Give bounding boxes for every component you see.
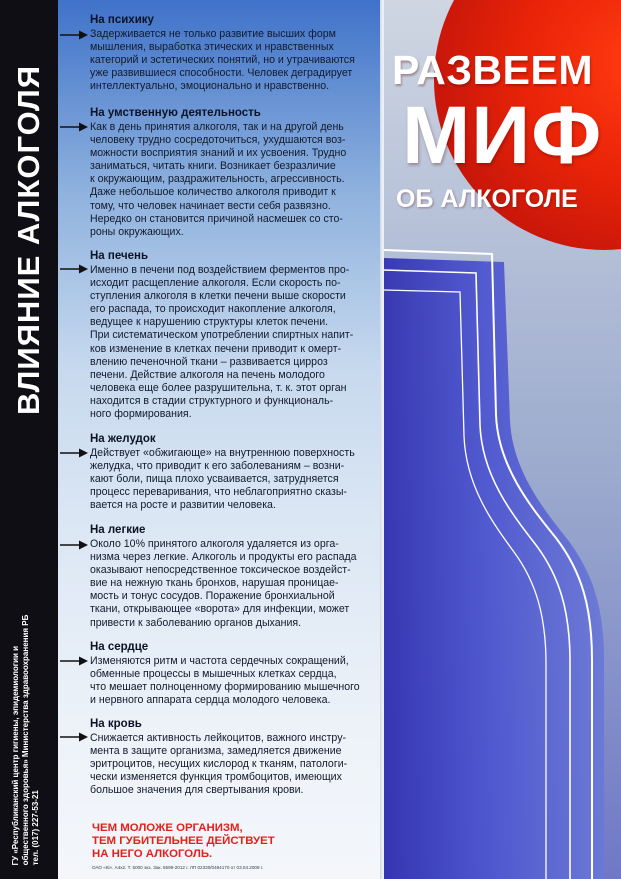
organization-info: [11, 615, 41, 866]
body-line: к окружающим, раздражительность, агрессивность.: [90, 173, 345, 186]
effect-section-liver: [90, 250, 382, 421]
body-line: Действует «обжигающе» на внутреннюю поверхность: [90, 447, 355, 459]
body-line: мость и тонус сосудов. Поражение бронхиальной: [90, 590, 335, 603]
section-body: [90, 28, 382, 93]
body-line: ков изменение в клетках печени приводит к омерт-: [90, 342, 342, 355]
section-title: На легкие: [90, 524, 146, 536]
body-line: его распада, то происходит накопление алкоголя,: [90, 303, 336, 316]
section-title: На печень: [90, 250, 149, 262]
body-line: При систематическом употреблении спиртных напит-: [90, 329, 354, 342]
section-body: [90, 538, 382, 630]
hero-title-line2: МИФ: [402, 90, 603, 181]
body-line: можности восприятия знаний и их усвоения. Трудно: [90, 147, 347, 160]
effect-section-mental-activity: [90, 107, 382, 239]
effect-section-lungs: [90, 524, 382, 630]
section-body: [90, 655, 382, 707]
body-line: Именно в печени под воздействием ферментов про-: [90, 264, 350, 276]
effect-section-stomach: [90, 433, 382, 512]
section-title: На умственную деятельность: [90, 107, 261, 119]
body-line: большое значения для свертывания крови.: [90, 784, 304, 797]
section-body: [90, 732, 382, 797]
organization-line: общественного здоровья» Министерства здравоохранения РБ: [21, 614, 30, 866]
body-line: категорий и эстетических понятий, но и утрачиваются: [90, 54, 355, 67]
body-line: Около 10% принятого алкоголя удаляется из орга-: [90, 538, 339, 550]
body-line: ткани, открывающее «ворота» для инфекции, может: [90, 603, 350, 616]
body-line: низма через легкие. Алкоголь и продукты его распада: [90, 551, 357, 564]
body-line: Нередко он становится причиной насмешек со сто-: [90, 212, 343, 225]
body-line: Как в день принятия алкоголя, так и на другой день: [90, 121, 344, 133]
body-line: тому, что человек начинает вести себя развязно.: [90, 199, 331, 212]
body-line: процесс переваривания, что неблагоприятно сказы-: [90, 486, 347, 499]
section-title: На сердце: [90, 641, 149, 653]
section-title: На желудок: [90, 433, 156, 445]
body-line: Снижается активность лейкоцитов, важного инстру-: [90, 732, 347, 744]
effects-list: [58, 0, 388, 879]
print-imprint: ОАО «Кі». А4х2. Т. 5000 экз. Зак. 5599-2012 г. ЛП 02330/0494170 от 03.04.2009 г.: [92, 865, 264, 870]
body-line: печени. Действие алкоголя на печень молодого: [90, 368, 325, 381]
body-line: Изменяются ритм и частота сердечных сокращений,: [90, 655, 349, 667]
body-line: ведущее к нарушению структуры клеток печени.: [90, 316, 329, 329]
body-line: привести к заболеванию органов дыхания.: [90, 616, 302, 629]
body-line: вие на нежную ткань бронхов, нарушая проницае-: [90, 577, 339, 590]
body-line: обменные процессы в мышечных клетках сердца,: [90, 668, 337, 681]
section-title: На психику: [90, 14, 154, 26]
section-body: [90, 121, 382, 239]
warning-line: ТЕМ ГУБИТЕЛЬНЕЕ ДЕЙСТВУЕТ: [92, 835, 275, 848]
body-line: и нервного аппарата сердца молодого человека.: [90, 694, 331, 707]
body-line: влению печеночной ткани – развивается цирроз: [90, 355, 328, 368]
warning-message: [92, 822, 322, 862]
body-line: Даже небольшое количество алкоголя приводит к: [90, 186, 336, 199]
section-title: На кровь: [90, 718, 142, 730]
body-line: ступления алкоголя в клетки печени выше скорости: [90, 290, 346, 303]
body-line: чески изменяется функция тромбоцитов, имеющих: [90, 771, 342, 784]
body-line: интеллектуально, эмоционально и нравственно.: [90, 80, 330, 93]
body-line: мента в защите организма, замедляется движение: [90, 745, 342, 758]
body-line: роны окружающих.: [90, 225, 184, 238]
section-body: [90, 264, 382, 421]
body-line: заниматься, читать книги. Возникает безразличие: [90, 160, 336, 173]
warning-line: ЧЕМ МОЛОЖЕ ОРГАНИЗМ,: [92, 822, 243, 834]
body-line: уже развившиеся способности. Человек деградирует: [90, 67, 353, 80]
left-strip: [0, 0, 58, 879]
body-line: человеку трудно сосредоточиться, ухудшаются воз-: [90, 134, 346, 147]
body-line: исходит расщепление алкоголя. Если скорость по-: [90, 277, 341, 290]
body-line: кают боли, пища плохо усваивается, затрудняется: [90, 473, 339, 486]
section-body: [90, 447, 382, 512]
organization-phone: тел. (017) 227-53-21: [31, 790, 40, 866]
body-line: эритроцитов, несущих кислород к тканям, патологи-: [90, 758, 348, 771]
body-line: оказывают непосредственное токсическое воздейст-: [90, 564, 351, 577]
body-line: находится в стадии структурного и функциональ-: [90, 394, 334, 407]
body-line: мышления, выработка этических и нравственных: [90, 41, 334, 54]
hero-title-line1: РАЗВЕЕМ: [392, 47, 593, 93]
body-line: ного формирования.: [90, 408, 192, 421]
body-line: желудка, что приводит к его заболеваниям – возни-: [90, 460, 345, 473]
hero-title-line3: ОБ АЛКОГОЛЕ: [396, 185, 578, 213]
effect-section-heart: [90, 641, 382, 707]
effect-section-psyche: [90, 14, 382, 93]
organization-line: ГУ «Республиканский центр гигиены, эпидемиологии и: [11, 645, 20, 866]
warning-line: НА НЕГО АЛКОГОЛЬ.: [92, 848, 213, 861]
body-line: человека еще более разрушительна, т. к. этот орган: [90, 381, 347, 394]
body-line: вается на росте и развитии человека.: [90, 499, 276, 512]
vertical-title: ВЛИЯНИЕ АЛКОГОЛЯ: [11, 65, 46, 415]
body-line: Задерживается не только развитие высших форм: [90, 28, 336, 40]
effect-section-blood: [90, 718, 382, 797]
body-line: что мешает полноценному формированию мышечного: [90, 681, 360, 694]
